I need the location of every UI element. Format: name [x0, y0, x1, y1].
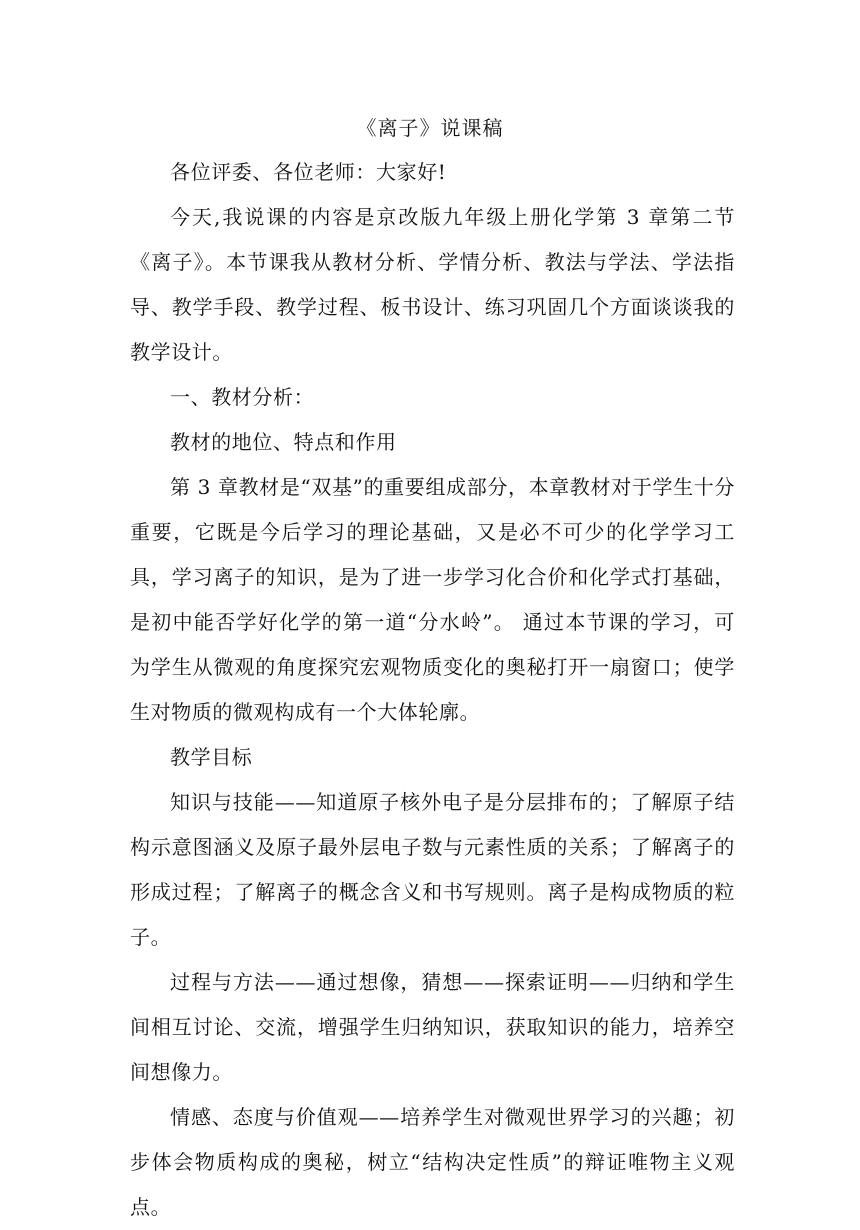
greeting-paragraph: 各位评委、各位老师：大家好! — [170, 160, 447, 184]
intro-paragraph: 今天,我说课的内容是京改版九年级上册化学第 3 章第二节《离子》。本节课我从教材分析、学情分析、教法与学法、学法指导、教学手段、教学过程、板书设计、练习巩固几个方面谈谈我的教学设计。 — [130, 205, 735, 364]
document-body — [130, 150, 735, 1230]
goal-emotions-values: 情感、态度与价值观——培养学生对微观世界学习的兴趣；初步体会物质构成的奥秘，树立“结构决定性质”的辩证唯物主义观点。 — [130, 1105, 735, 1219]
goal-knowledge-skills: 知识与技能——知道原子核外电子是分层排布的；了解原子结构示意图涵义及原子最外层电子数与元素性质的关系；了解离子的形成过程；了解离子的概念含义和书写规则。离子是构成物质的粒子。 — [130, 790, 735, 949]
goal-process-methods: 过程与方法——通过想像，猜想——探索证明——归纳和学生间相互讨论、交流，增强学生归纳知识，获取知识的能力，培养空间想像力。 — [130, 970, 735, 1084]
document-title: 《离子》说课稿 — [356, 116, 504, 140]
section-heading-textbook-analysis: 一、教材分析： — [170, 385, 315, 409]
subheading-role: 教材的地位、特点和作用 — [170, 430, 397, 454]
subheading-teaching-goals: 教学目标 — [170, 745, 253, 769]
textbook-role-paragraph: 第 3 章教材是“双基”的重要组成部分，本章教材对于学生十分重要，它既是今后学习的理论基础，又是必不可少的化学学习工具，学习离子的知识，是为了进一步学习化合价和化学式打基础，是初中能否学好化学的第一道“分水岭”。 通过本节课的学习，可为学生从微观的角度探究宏观物质变化的奥秘打开一扇窗口；使学生对物质的微观构成有一个大体轮廓。 — [130, 475, 735, 724]
